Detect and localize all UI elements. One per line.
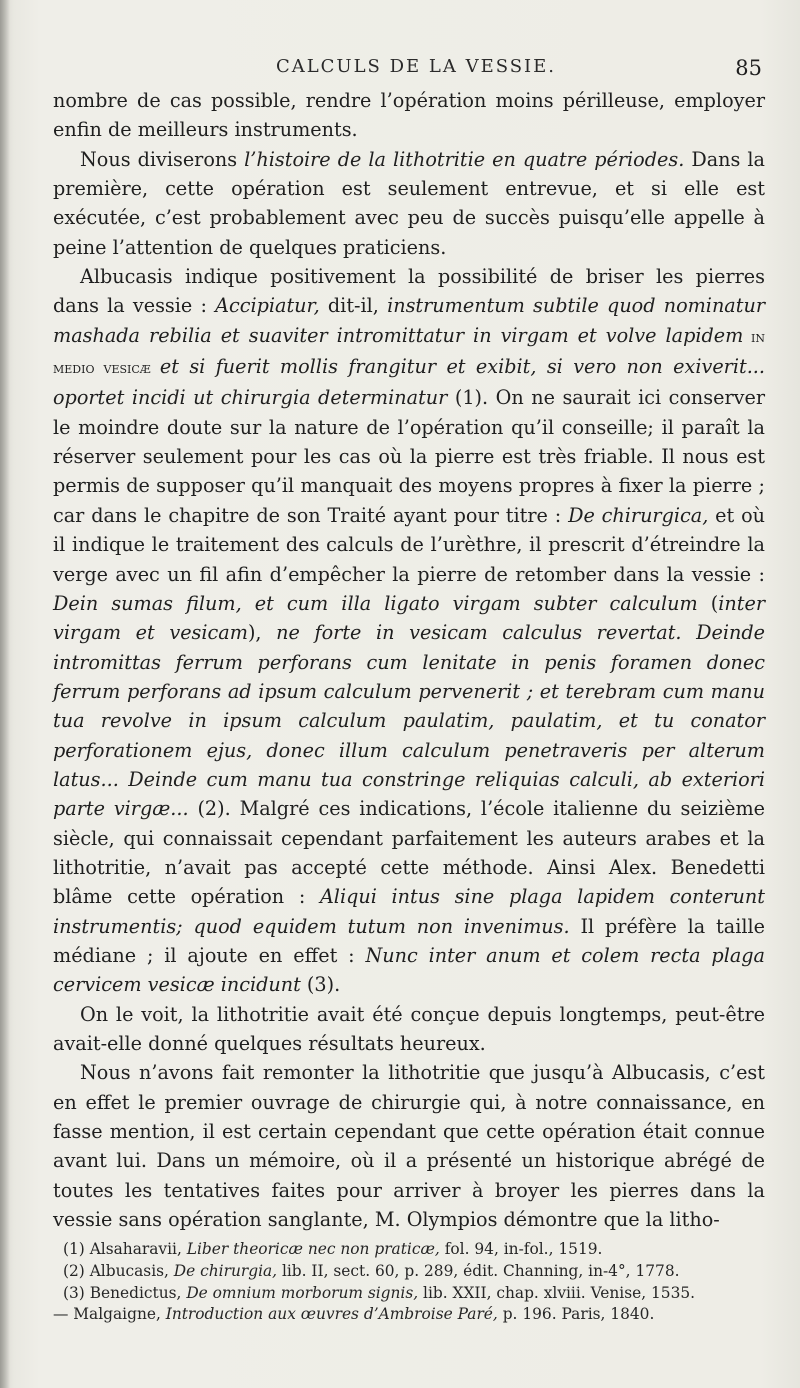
italic-run: Accipiatur, (215, 294, 320, 318)
latin-quote: Nunc inter anum et colem recta plaga cervicem vesicæ incidunt (53, 943, 765, 997)
paragraph-conception (53, 1000, 765, 1059)
footnote-1 (53, 1239, 765, 1261)
text-run: (3). (300, 973, 341, 997)
text-run: ), (247, 621, 277, 645)
text-run: (2). Malgré ces indications, l’école italienne du seizième siècle, qui connaissait cependant parfaitement les auteurs arabes et la lithotritie, n’avait pas accepté cette méthode. Ainsi Alex. Benedetti blâme cette opération : (53, 797, 765, 909)
footnote-3-continuation (53, 1304, 765, 1326)
page-header (70, 56, 762, 84)
paragraph-olympios (53, 1058, 765, 1234)
text-run: Dans la première, cette opération est seulement entrevue, et si elle est exécutée, c’est probablement avec peu de succès puisqu’elle appelle à peine l’attention de quelques praticiens. (53, 147, 765, 259)
text-run: ( (697, 591, 719, 615)
paragraph-albucasis (53, 262, 765, 1000)
binding-shadow (0, 0, 10, 1388)
footnote-2 (53, 1261, 765, 1283)
footnotes (53, 1239, 765, 1326)
paragraph-continuation (53, 86, 765, 145)
italic-run: l’histoire de la lithotritie en quatre périodes. (244, 147, 685, 171)
page-number: 85 (735, 56, 762, 80)
text-run: (2) Albucasis, (63, 1261, 174, 1280)
italic-run: De omnium morborum signis, (186, 1283, 419, 1302)
text-run: fol. 94, in-fol., 1519. (439, 1240, 603, 1258)
footnote-3 (53, 1283, 765, 1305)
latin-quote: et si fuerit mollis frangitur et exibit, si vero non exiverit... oportet incidi ut chirurgia determinatur (53, 355, 765, 410)
running-title: CALCULS DE LA VESSIE. (275, 56, 557, 77)
text-run: et où il indique le traitement des calculs de l’urèthre, il prescrit d’étreindre la verge avec un fil afin d’empêcher la pierre de retomber dans la vessie : (53, 503, 765, 586)
text-run: (1) Alsaharavii, (63, 1240, 187, 1258)
latin-quote: ne forte in vesicam calculus revertat. Deinde intromittas ferrum perforans cum lenitate in penis foramen donec ferrum perforans ad ipsum calculum pervenerit ; et terebram cum manu tua revolve in ipsum calculum paulatim, paulatim, et tu conator perforationem ejus, donec illum calculum penetraveris per alterum latus... Deinde cum manu tua constringe reliquias calculi, ab exteriori parte virgæ... (53, 621, 766, 821)
italic-run: Introduction aux œuvres d’Ambroise Paré, (165, 1305, 498, 1324)
italic-run: De chirurgia, (173, 1261, 278, 1280)
text-run: Nous n’avons fait remonter la lithotritie que jusqu’à Albucasis, c’est en effet le premier ouvrage de chirurgie qui, à notre connaissance, en fasse mention, il est certain cependant que cette opération était connue avant lui. Dans un mémoire, où il a présenté un historique abrégé de toutes les tentatives faites pour arriver à broyer les pierres dans la vessie sans opération sanglante, M. Olympios démontre que la litho- (53, 1061, 765, 1232)
text-run: lib. II, sect. 60, p. 289, édit. Channing, in-4°, 1778. (277, 1261, 680, 1280)
text-run: nombre de cas possible, rendre l’opération moins périlleuse, employer enfin de meilleurs instruments. (53, 89, 765, 142)
text-run: Il préfère la taille médiane ; il ajoute en effet : (53, 914, 765, 967)
small-caps-run: in medio vesicæ (53, 327, 765, 378)
body-text (53, 86, 765, 1234)
latin-quote: instrumentum subtile quod nominatur mashada rebilia et suaviter intromittatur in virgam et volve lapidem (53, 294, 765, 347)
latin-quote: inter virgam et vesicam (53, 591, 765, 645)
text-run: lib. XXII, chap. xlviii. Venise, 1535. (418, 1283, 696, 1302)
latin-quote: Dein sumas filum, et cum illa ligato virgam subter calculum (53, 591, 698, 615)
text-run: (3) Benedictus, (63, 1283, 187, 1302)
italic-run: De chirurgica, (568, 503, 709, 527)
text-run: Nous diviserons (80, 147, 245, 171)
text-run: dit-il, (319, 294, 388, 318)
text-run: On le voit, la lithotritie avait été conçue depuis longtemps, peut-être avait-elle donné quelques résultats heureux. (53, 1002, 765, 1055)
text-run: p. 196. Paris, 1840. (497, 1305, 655, 1324)
italic-run: Liber theoricæ nec non praticæ, (186, 1240, 440, 1258)
text-run: Albucasis indique positivement la possibilité de briser les pierres dans la vessie : (53, 265, 765, 318)
paragraph-periods (53, 145, 765, 262)
text-run: — Malgaigne, (53, 1305, 166, 1324)
latin-quote: Aliqui intus sine plaga lapidem conterunt instrumentis; quod equidem tutum non invenimus. (53, 885, 765, 938)
text-run: (1). On ne saurait ici conserver le moindre doute sur la nature de l’opération qu’il conseille; il paraît la réserver seulement pour les cas où la pierre est très friable. Il nous est permis de supposer qu’il manquait des moyens propres à fixer la pierre ; car dans le chapitre de son Traité ayant pour titre : (53, 386, 765, 527)
